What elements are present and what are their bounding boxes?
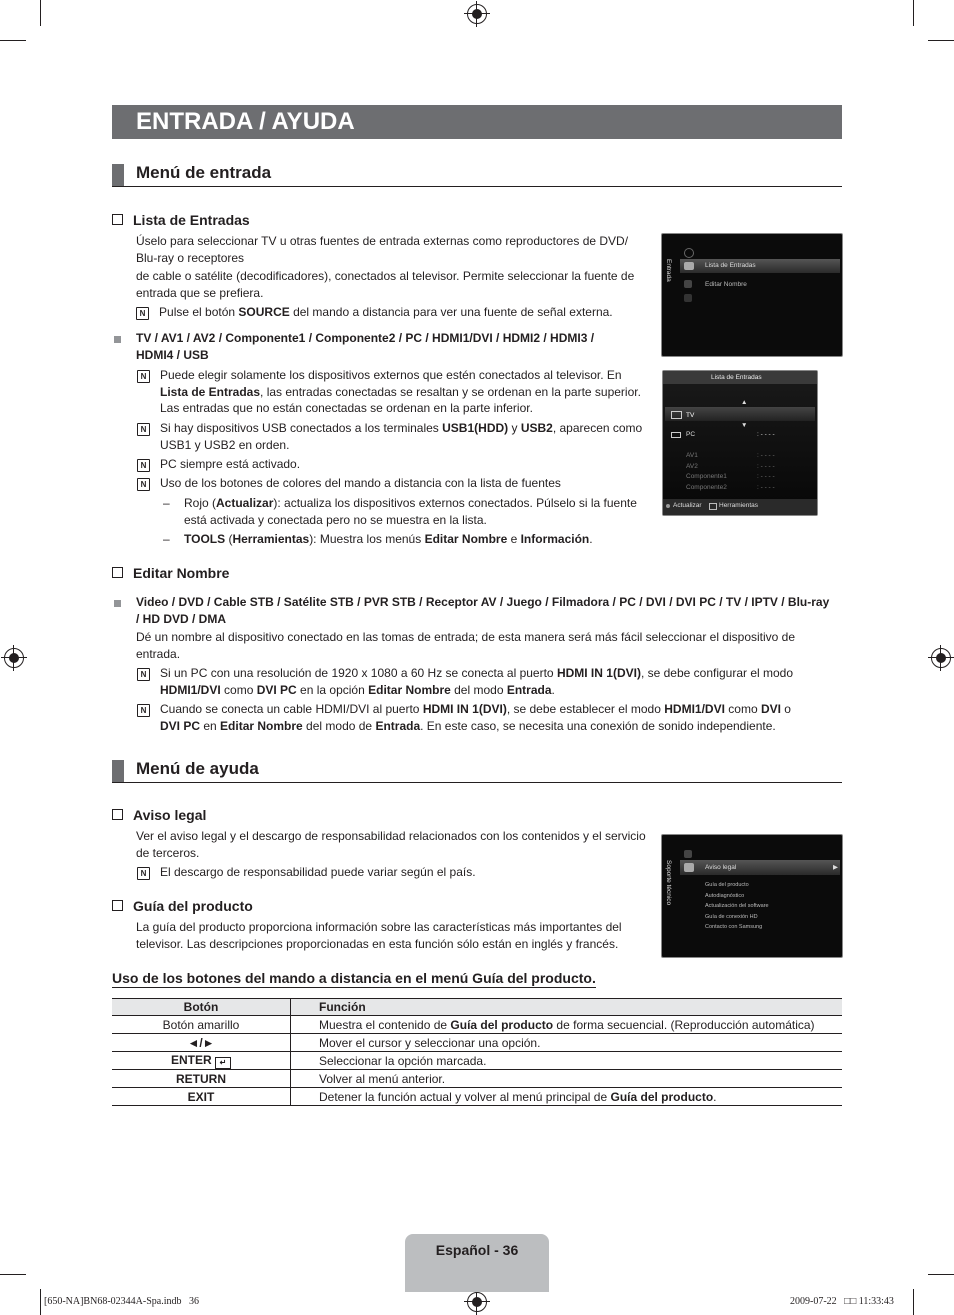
text: Herramientas [232, 532, 310, 546]
text: , se debe establecer el modo [506, 702, 665, 716]
text: Editar Nombre [368, 682, 451, 697]
input-av2-value: : - - - - [757, 463, 775, 470]
crop-mark [40, 1289, 41, 1315]
subsection-lista-entradas [112, 212, 250, 228]
text: ENTER [170, 1052, 212, 1067]
table-cell: Seleccionar la opción marcada. [291, 1052, 843, 1070]
subsection-title: Editar Nombre [133, 565, 230, 581]
menu-item-contacto: Contacto con Samsung [705, 924, 763, 930]
tools-icon [709, 503, 717, 510]
text: SOURCE [238, 305, 290, 319]
input-av1-value: : - - - - [757, 452, 775, 459]
subsection-title: Guía del producto [133, 898, 253, 914]
text: ): Muestra los menús [309, 532, 425, 546]
text: ): actualiza los dispositivos externos conectados. Púlselo si la fuente [273, 496, 637, 510]
text: Cuando se conecta un cable HDMI/DVI al puerto [160, 702, 423, 716]
text-line: de cable o satélite (decodificadores), conectados al televisor. Permite seleccionar la fuente de [136, 269, 635, 284]
subsection-title: Aviso legal [133, 807, 207, 823]
text: está activada y conectada pero no se muestra en la lista. [184, 512, 487, 527]
text: Muestra el contenido de [319, 1017, 451, 1032]
tv-menu-screenshot-entrada [661, 233, 843, 357]
tv-icon [671, 411, 682, 419]
table-header-row [112, 999, 842, 1016]
table-row [112, 1016, 842, 1034]
registration-mark-icon [467, 1292, 487, 1312]
text-line: La guía del producto proporciona información sobre las características más importantes del [136, 920, 622, 934]
note-text [160, 367, 660, 417]
subsection-aviso-legal [112, 807, 206, 823]
subsection-editar-nombre [112, 565, 229, 581]
column-header: Botón [112, 999, 291, 1016]
text: HDMI IN 1(DVI) [422, 702, 507, 716]
table-row [112, 1088, 842, 1106]
red-button-icon [666, 504, 670, 508]
text-line: Video / DVD / Cable STB / Satélite STB / PVR STB / Receptor AV / Juego / Filmadora / PC / DVI / DVI PC / TV / IPTV / Blu-ray [136, 595, 830, 609]
text-line: de terceros. [136, 845, 200, 860]
menu-item-lista: Lista de Entradas [705, 262, 756, 269]
sub-item [184, 495, 654, 528]
text: . En este caso, se necesita una conexión de sonido independiente. [420, 718, 776, 733]
bullet-square-icon [114, 600, 121, 607]
text: Entrada [506, 682, 552, 697]
input-av2: AV2 [686, 463, 698, 470]
paragraph [136, 629, 846, 662]
text-line: Ver el aviso legal y el descargo de responsabilidad relacionados con los contenidos y el servicio [136, 829, 646, 843]
menu-item-editar: Editar Nombre [705, 281, 747, 288]
text: TOOLS [184, 532, 226, 546]
note-text [160, 665, 850, 698]
text: HDMI1/DVI [160, 682, 221, 697]
page-title: ENTRADA / AYUDA [112, 105, 842, 139]
text: HDMI IN 1(DVI) [556, 666, 641, 680]
text: DVI [760, 702, 781, 716]
table-cell: Volver al menú anterior. [291, 1070, 843, 1088]
text: . [713, 1089, 717, 1104]
page-number-tab [405, 1234, 549, 1292]
registration-mark-icon [931, 648, 951, 668]
text-line: Úselo para seleccionar TV u otras fuentes de entrada externas como reproductores de DVD/ [136, 234, 629, 248]
crop-mark [0, 40, 26, 41]
text: Pulse el botón [159, 305, 239, 319]
note-text: Uso de los botones de colores del mando a distancia con la lista de fuentes [160, 476, 561, 490]
section-heading-ayuda [112, 760, 842, 783]
menu-side-label: Entrada [665, 259, 672, 282]
menu-item-actualizacion: Actualización del software [705, 903, 769, 909]
section-marker [112, 760, 124, 782]
section-title: Menú de entrada [136, 163, 272, 182]
screen-title: Lista de Entradas [711, 374, 762, 381]
paragraph [136, 233, 656, 301]
menu-icon [684, 248, 694, 258]
selected-item-highlight [680, 259, 840, 273]
text-line: HDMI4 / USB [136, 347, 209, 362]
remote-buttons-table [112, 998, 842, 1106]
menu-item-guia: Guía del producto [705, 882, 749, 888]
text: USB2 [520, 421, 553, 435]
input-icon [684, 262, 694, 270]
table-cell: Botón amarillo [112, 1016, 291, 1034]
text-line: TV / AV1 / AV2 / Componente1 / Componente2 / PC / HDMI1/DVI / HDMI2 / HDMI3 / [136, 331, 595, 345]
text-line: / HD DVD / DMA [136, 611, 226, 626]
text: . [551, 682, 555, 697]
note-icon: N [137, 423, 150, 436]
table-row [112, 1052, 842, 1070]
input-c1: Componente1 [686, 473, 727, 480]
text: en la opción [296, 682, 369, 697]
crop-mark [40, 0, 41, 26]
dash-marker: – [163, 496, 170, 510]
note-icon: N [136, 307, 149, 320]
subsection-title: Lista de Entradas [133, 212, 250, 228]
text: Rojo ( [184, 496, 217, 510]
note-text: El descargo de responsabilidad puede variar según el país. [160, 865, 476, 879]
note-icon: N [137, 370, 150, 383]
text: Detener la función actual y volver al menú principal de [319, 1089, 611, 1104]
text: Editar Nombre [220, 718, 303, 733]
text: y [508, 421, 521, 435]
menu-icon [684, 294, 692, 302]
note-icon: N [137, 478, 150, 491]
text: como [724, 702, 761, 716]
tv-screenshot-lista-entradas [662, 370, 818, 516]
print-date-info: 2009-07-22 □□ 11:33:43 [790, 1296, 894, 1307]
checkbox-icon [112, 900, 123, 911]
table-row [112, 1034, 842, 1052]
button-herramientas: Herramientas [719, 502, 759, 509]
note-text [160, 420, 660, 453]
note-text [160, 701, 850, 734]
crop-mark [913, 1289, 914, 1315]
support-icon [684, 863, 694, 872]
menu-item-conexion-hd: Guía de conexión HD [705, 914, 758, 920]
note-icon: N [137, 704, 150, 717]
text: DVI PC [160, 718, 201, 733]
text: DVI PC [256, 682, 297, 697]
enter-icon: ↵ [215, 1057, 231, 1069]
selected-item-highlight [680, 860, 840, 875]
bullet-square-icon [114, 336, 121, 343]
pc-icon [671, 432, 681, 438]
text: e [507, 532, 521, 546]
text: Guía del producto [610, 1089, 714, 1104]
table-row [112, 1070, 842, 1088]
text-line: Blu-ray o receptores [136, 250, 245, 265]
table-cell [291, 1088, 843, 1106]
text: del modo de [302, 718, 376, 733]
section-title: Menú de ayuda [136, 759, 259, 778]
table-heading: Uso de los botones del mando a distancia en el menú Guía del producto. [112, 970, 596, 986]
text-line: televisor. Las descripciones proporcionadas en esta función sólo están en inglés y francés. [136, 936, 619, 951]
table-cell: ◄/► [112, 1034, 291, 1052]
text: Información [520, 532, 590, 546]
text: ( [225, 532, 233, 546]
text: USB1(HDD) [442, 421, 509, 435]
table-cell [291, 1016, 843, 1034]
crop-mark [0, 1274, 26, 1275]
text: Guía del producto [450, 1017, 554, 1032]
menu-item-autodiag: Autodiagnóstico [705, 893, 745, 899]
text: de forma secuencial. (Reproducción automática) [553, 1017, 815, 1032]
text-line: Dé un nombre al dispositivo conectado en las tomas de entrada; de esta manera será más fácil seleccionar el dispositivo de [136, 630, 796, 644]
note-icon: N [137, 668, 150, 681]
table-cell: RETURN [112, 1070, 291, 1088]
subsection-guia-producto [112, 898, 253, 914]
arrow-down-icon: ▼ [741, 422, 748, 429]
text: o [780, 702, 791, 716]
text: . [589, 532, 593, 546]
note-icon: N [137, 459, 150, 472]
page-number: Español - 36 [435, 1242, 519, 1258]
crop-mark [928, 40, 954, 41]
table-cell: EXIT [112, 1088, 291, 1106]
text: Editar Nombre [424, 532, 508, 546]
text: del mando a distancia para ver una fuente de señal externa. [289, 305, 613, 319]
menu-icon [684, 850, 692, 858]
options-list [136, 594, 846, 627]
text: Lista de Entradas [160, 384, 261, 399]
input-tv: TV [686, 412, 695, 419]
text: Las entradas que no están conectadas se ordenan en la parte inferior. [160, 401, 533, 416]
input-c2: Componente2 [686, 484, 727, 491]
text-line: entrada. [136, 646, 181, 661]
note [136, 304, 656, 321]
crop-mark [928, 1274, 954, 1275]
paragraph [136, 828, 656, 861]
text: Entrada [375, 718, 421, 733]
input-c1-value: : - - - - [757, 473, 775, 480]
text: HDMI1/DVI [664, 702, 725, 716]
registration-mark-icon [4, 648, 24, 668]
text-line: entrada que se prefiera. [136, 285, 264, 300]
text: Si un PC con una resolución de 1920 x 1080 a 60 Hz se conecta al puerto [160, 666, 557, 680]
text: como [220, 682, 257, 697]
text: del modo [450, 682, 507, 697]
text: , las entradas conectadas se resaltan y se ordenan en la parte superior. [260, 384, 641, 399]
menu-side-label: Soporte técnico [665, 860, 672, 906]
note-text: PC siempre está activado. [160, 457, 301, 471]
arrow-right-icon: ▶ [833, 864, 838, 871]
menu-icon [684, 280, 692, 288]
section-marker [112, 164, 124, 186]
text: , aparecen como [552, 421, 643, 435]
input-av1: AV1 [686, 452, 698, 459]
section-heading-entrada [112, 164, 842, 187]
table-cell [112, 1052, 291, 1070]
checkbox-icon [112, 567, 123, 578]
menu-item-aviso: Aviso legal [705, 864, 737, 871]
registration-mark-icon [467, 4, 487, 24]
sub-item [184, 531, 654, 548]
input-pc-value: : - - - - [757, 431, 775, 438]
print-file-info: [650-NA]BN68-02344A-Spa.indb 36 [44, 1296, 199, 1307]
checkbox-icon [112, 214, 123, 225]
text: en [200, 718, 221, 733]
checkbox-icon [112, 809, 123, 820]
text: Puede elegir solamente los dispositivos externos que estén conectados al televisor. En [160, 368, 622, 382]
text: USB1 y USB2 en orden. [160, 437, 290, 452]
dash-marker: – [163, 532, 170, 546]
paragraph [136, 919, 656, 952]
text: Si hay dispositivos USB conectados a los terminales [160, 421, 443, 435]
options-list [136, 330, 646, 363]
tv-menu-screenshot-soporte [661, 834, 843, 958]
crop-mark [913, 0, 914, 26]
button-actualizar: Actualizar [673, 502, 702, 509]
note-icon: N [137, 867, 150, 880]
text: , se debe configurar el modo [640, 666, 794, 680]
column-header: Función [291, 999, 843, 1016]
input-pc: PC [686, 431, 696, 438]
table-cell: Mover el cursor y seleccionar una opción. [291, 1034, 843, 1052]
text: Actualizar [216, 496, 274, 510]
arrow-up-icon: ▲ [741, 399, 748, 406]
input-c2-value: : - - - - [757, 484, 775, 491]
